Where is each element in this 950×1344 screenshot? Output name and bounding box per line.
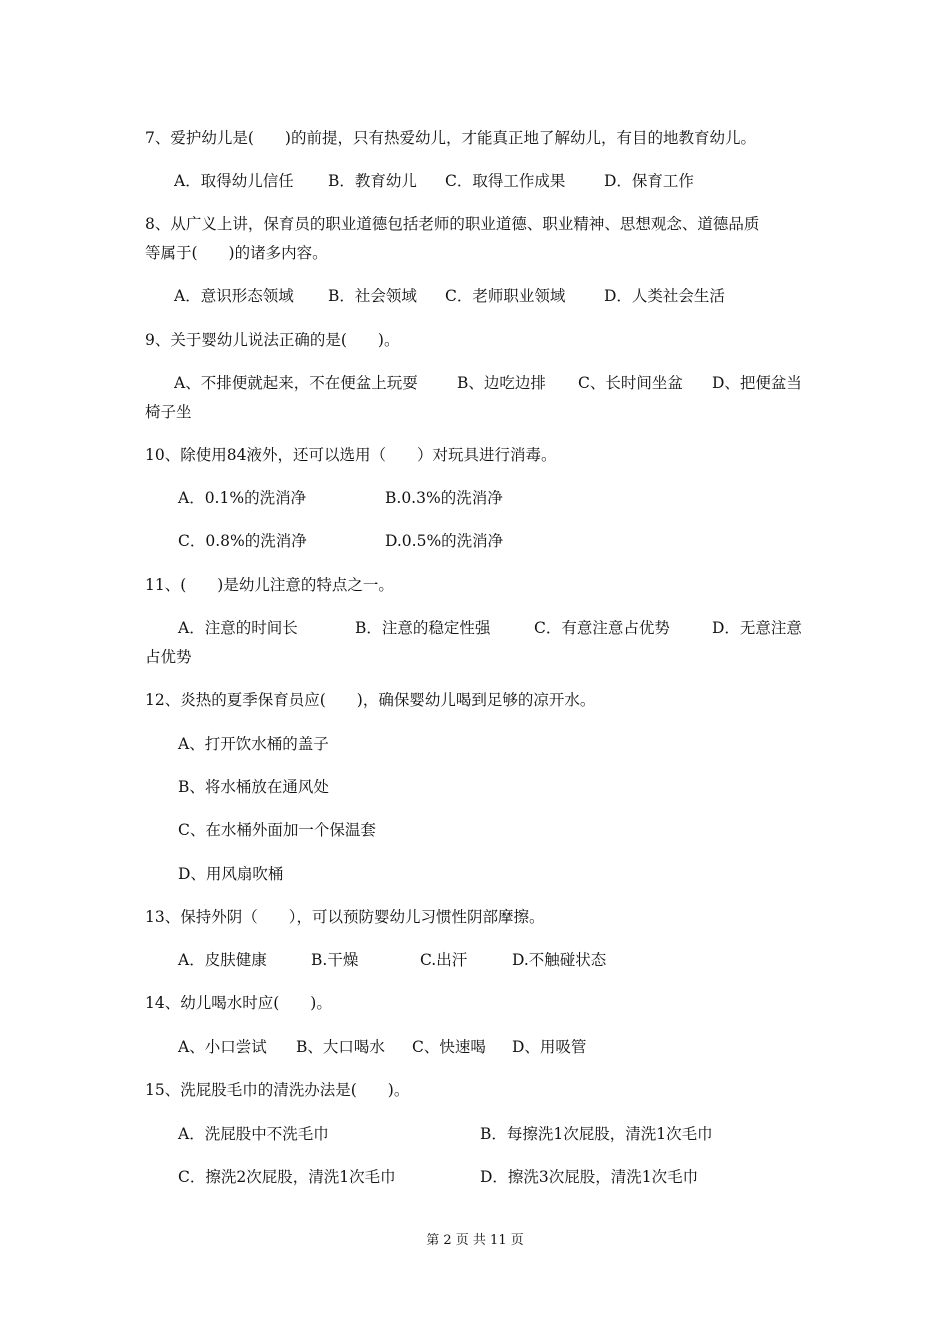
question-13-option-d: D.不触碰状态 bbox=[512, 951, 607, 969]
question-11-option-b: B．注意的稳定性强 bbox=[355, 619, 491, 637]
question-13-option-a: A．皮肤健康 bbox=[178, 951, 267, 969]
question-13-option-c: C.出汗 bbox=[420, 951, 468, 969]
question-7-option-b: B．教育幼儿 bbox=[328, 172, 417, 190]
question-14-option-c: C、快速喝 bbox=[412, 1038, 486, 1056]
question-15-option-c: C．擦洗2次屁股，清洗1次毛巾 bbox=[178, 1168, 396, 1186]
page-footer: 第 2 页 共 11 页 bbox=[426, 1233, 524, 1248]
question-10-stem: 10、除使用84液外，还可以选用（ ）对玩具进行消毒。 bbox=[145, 446, 557, 464]
question-13-option-b: B.干燥 bbox=[311, 951, 359, 969]
question-9-option-b: B、边吃边排 bbox=[457, 374, 546, 392]
question-10-option-a: A．0.1%的洗消净 bbox=[178, 489, 307, 507]
question-14-stem: 14、幼儿喝水时应( )。 bbox=[145, 994, 332, 1012]
question-9-option-c: C、长时间坐盆 bbox=[578, 374, 683, 392]
question-12-stem: 12、炎热的夏季保育员应( )，确保婴幼儿喝到足够的凉开水。 bbox=[145, 691, 596, 709]
question-10-option-c: C．0.8%的洗消净 bbox=[178, 532, 307, 550]
question-8-option-b: B．社会领域 bbox=[328, 287, 417, 305]
question-12-option-d: D、用风扇吹桶 bbox=[178, 865, 284, 883]
question-7-stem: 7、爱护幼儿是( )的前提，只有热爱幼儿，才能真正地了解幼儿，有目的地教育幼儿。 bbox=[145, 129, 756, 147]
question-9-option-d: D、把便盆当 bbox=[712, 374, 802, 392]
question-12-option-a: A、打开饮水桶的盖子 bbox=[178, 735, 329, 753]
question-11-option-c: C．有意注意占优势 bbox=[534, 619, 670, 637]
question-8-option-d: D．人类社会生活 bbox=[604, 287, 725, 305]
question-15-option-b: B．每擦洗1次屁股，清洗1次毛巾 bbox=[480, 1125, 713, 1143]
question-14-option-d: D、用吸管 bbox=[512, 1038, 587, 1056]
question-8-option-a: A．意识形态领域 bbox=[174, 287, 294, 305]
question-12-option-b: B、将水桶放在通风处 bbox=[178, 778, 329, 796]
question-15-option-d: D．擦洗3次屁股，清洗1次毛巾 bbox=[480, 1168, 699, 1186]
question-14-option-b: B、大口喝水 bbox=[296, 1038, 385, 1056]
question-14-option-a: A、小口尝试 bbox=[178, 1038, 267, 1056]
question-7-option-a: A．取得幼儿信任 bbox=[174, 172, 294, 190]
question-9-stem: 9、关于婴幼儿说法正确的是( )。 bbox=[145, 331, 400, 349]
question-11-option-d: D．无意注意 bbox=[712, 619, 802, 637]
question-7-option-d: D．保育工作 bbox=[604, 172, 694, 190]
question-13-stem: 13、保持外阴（ ），可以预防婴幼儿习惯性阴部摩擦。 bbox=[145, 908, 545, 926]
question-9-option-d-continued: 椅子坐 bbox=[145, 403, 192, 421]
question-8-option-c: C．老师职业领域 bbox=[445, 287, 566, 305]
question-11-option-a: A．注意的时间长 bbox=[178, 619, 298, 637]
question-7-option-c: C．取得工作成果 bbox=[445, 172, 566, 190]
question-8-stem-line1: 8、从广义上讲，保育员的职业道德包括老师的职业道德、职业精神、思想观念、道德品质 bbox=[145, 215, 760, 233]
question-15-stem: 15、洗屁股毛巾的清洗办法是( )。 bbox=[145, 1081, 410, 1099]
question-10-option-b: B.0.3%的洗消净 bbox=[385, 489, 503, 507]
question-12-option-c: C、在水桶外面加一个保温套 bbox=[178, 821, 376, 839]
question-10-option-d: D.0.5%的洗消净 bbox=[385, 532, 504, 550]
question-8-stem-line2: 等属于( )的诸多内容。 bbox=[145, 244, 328, 262]
question-9-option-a: A、不排便就起来，不在便盆上玩耍 bbox=[174, 374, 418, 392]
question-11-stem: 11、( )是幼儿注意的特点之一。 bbox=[145, 576, 394, 594]
question-15-option-a: A．洗屁股中不洗毛巾 bbox=[178, 1125, 329, 1143]
question-11-option-d-continued: 占优势 bbox=[145, 648, 192, 666]
